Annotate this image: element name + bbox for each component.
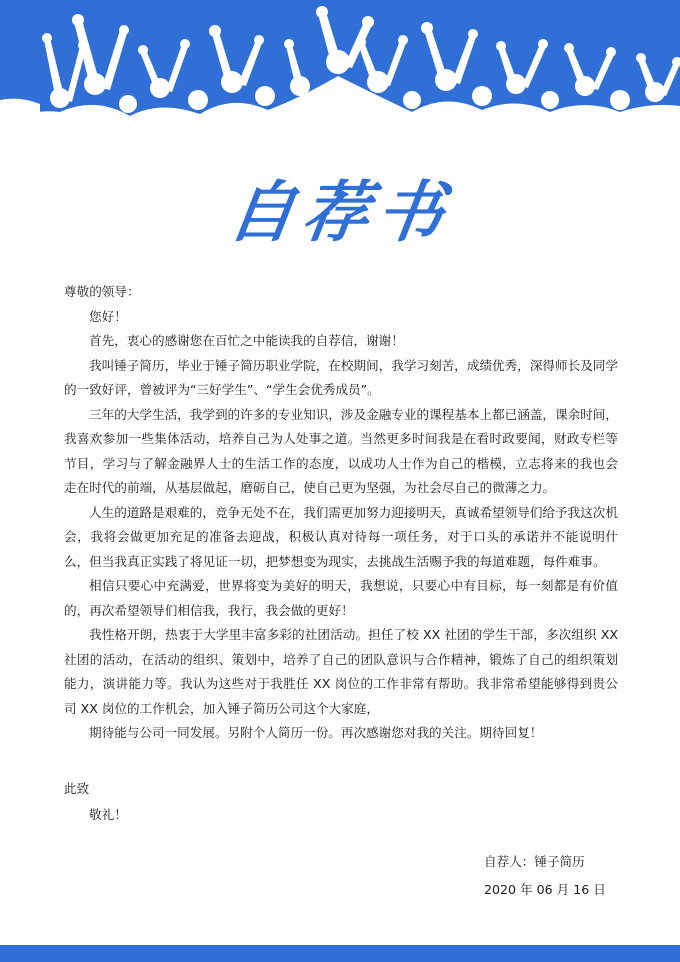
paragraph: 我性格开朗，热衷于大学里丰富多彩的社团活动。担任了校 XX 社团的学生干部，多次组织 XX 社团的活动，在活动的组织、策划中，培养了自己的团队意识与合作精神，锻炼了自己的组织策划能力，演讲能力等。我认为这些对于我胜任 XX 岗位的工作非常有帮助。我非常希望能够得到贵公司 XX 岗位的工作机会，加入锤子简历公司这个大家庭， <box>64 627 618 716</box>
paragraph: 三年的大学生活，我学到的许多的专业知识，涉及金融专业的课程基本上都已涵盖，课余时间，我喜欢参加一些集体活动，培养自己为人处事之道。当然更多时间我是在看时政要闻，财政专栏等节目，学习与了解金融界人士的生活工作的态度，以成功人士作为自己的楷模，立志将来的我也会走在时代的前端，从基层做起，磨砺自己，使自己更为坚强，为社会尽自己的微薄之力。 <box>64 406 618 495</box>
closing-line-1: 此致 <box>64 781 90 796</box>
crowd-silhouette-illustration <box>0 0 680 160</box>
header-banner <box>0 0 680 160</box>
paragraph: 相信只要心中充满爱，世界将变为美好的明天，我想说，只要心中有目标，每一刻都是有价值的，再次希望领导们相信我，我行，我会做的更好！ <box>64 578 618 618</box>
signature-name: 自荐人：锤子简历 <box>484 854 585 869</box>
signature-block <box>484 848 654 904</box>
title-text: 自荐书 <box>223 173 457 251</box>
footer-bar <box>0 945 680 962</box>
signature-date: 2020 年 06 月 16 日 <box>484 882 606 897</box>
paragraph: 我叫锤子简历，毕业于锤子简历职业学院，在校期间，我学习刻苦，成绩优秀，深得师长及同学的一致好评，曾被评为“三好学生”、“学生会优秀成员”。 <box>64 357 618 397</box>
closing <box>64 776 364 828</box>
letter-body <box>64 280 618 746</box>
paragraph: 期待能与公司一同发展。另附个人简历一份。再次感谢您对我的关注。期待回复！ <box>89 725 543 740</box>
salutation: 尊敬的领导： <box>64 284 140 299</box>
greeting: 您好！ <box>89 308 127 324</box>
page-title <box>0 166 680 258</box>
paragraph: 首先，衷心的感谢您在百忙之中能读我的自荐信，谢谢！ <box>89 333 404 348</box>
paragraph: 人生的道路是艰难的，竞争无处不在，我们需更加努力迎接明天，真诚希望领导们给予我这次机会，我将会做更加充足的准备去迎战，积极认真对待每一项任务，对于口头的承诺并不能说明什么，但当我真正实践了将见证一切，把梦想变为现实，去挑战生活赐予我的每道难题，每件难事。 <box>64 504 618 569</box>
closing-line-2: 敬礼！ <box>89 807 127 822</box>
